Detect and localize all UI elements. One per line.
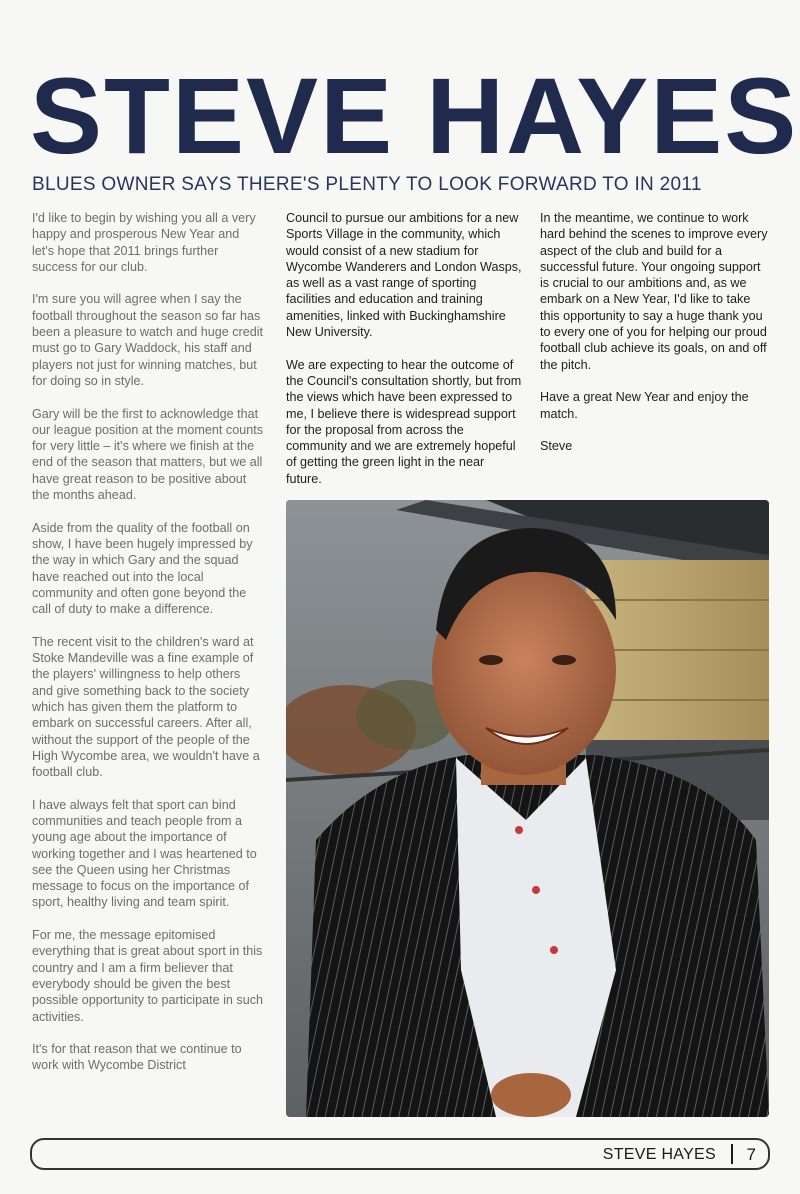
footer-separator (731, 1144, 733, 1164)
paragraph: For me, the message epitomised everything that is great about sport in this country and I am a firm believer that everybody should be given the best possible opportunity to participate in such activities. (32, 928, 264, 1024)
signature: Steve (540, 439, 573, 454)
article-column-3 (540, 210, 772, 471)
paragraph: I have always felt that sport can bind communities and teach people from a young age about the importance of working together and I was heartened to see the Queen using her Christmas message to focus on the importance of sport, healthy living and team spirit. (32, 797, 257, 910)
paragraph: Gary will be the first to acknowledge that our league position at the moment counts for very little – it's where we finish at the end of the season that matters, but we all have great reason to be positive about the months ahead. (32, 406, 264, 503)
footer-title: STEVE HAYES (602, 1146, 716, 1163)
footer-bar (30, 1138, 770, 1170)
article-column-1 (32, 210, 264, 1090)
paragraph: Council to pursue our ambitions for a new Sports Village in the community, which would consist of a new stadium for Wycombe Wanderers and London Wasps, as well as a vast range of sporting facilities and education and training amenities, linked with Buckinghamshire New University. (286, 211, 522, 340)
page-title: STEVE HAYES (30, 55, 799, 176)
paragraph: The recent visit to the children's ward at Stoke Mandeville was a fine example of the players' willingness to help others and give something back to the society which has given them the platform to embark on successful careers. After all, without the support of the people of the High Wycombe area, we wouldn't have a football club. (32, 634, 260, 780)
paragraph: I'm sure you will agree when I say the football throughout the season so far has been a pleasure to watch and huge credit must go to Gary Waddock, his staff and players not just for winning matches, but for doing so in style. (32, 292, 264, 388)
paragraph: I'd like to begin by wishing you all a very happy and prosperous New Year and let's hope that 2011 brings further success for our club. (32, 211, 256, 274)
paragraph: We are expecting to hear the outcome of the Council's consultation shortly, but from the views which have been expressed to me, I believe there is widespread support for the proposal from across the community and we are extremely hopeful of getting the green light in the near future. (286, 357, 522, 486)
paragraph: Have a great New Year and enjoy the match. (540, 390, 749, 421)
portrait-illustration (286, 500, 769, 1117)
page-subtitle: BLUES OWNER SAYS THERE'S PLENTY TO LOOK FORWARD TO IN 2011 (32, 174, 702, 195)
paragraph: In the meantime, we continue to work hard behind the scenes to improve every aspect of the club and build for a successful future. Your ongoing support is crucial to our ambitions and, as we embark on a New Year, I'd like to take this opportunity to say a huge thank you to every one of you for helping our proud football club achieve its goals, on and off the pitch. (540, 211, 768, 372)
page-number: 7 (746, 1145, 756, 1164)
portrait-photo (286, 500, 769, 1117)
article-column-2 (286, 210, 522, 503)
paragraph: Aside from the quality of the football on show, I have been hugely impressed by the way in which Gary and the squad have reached out into the local community and often gone beyond the call of duty to make a difference. (32, 520, 253, 617)
paragraph: It's for that reason that we continue to work with Wycombe District (32, 1042, 242, 1073)
